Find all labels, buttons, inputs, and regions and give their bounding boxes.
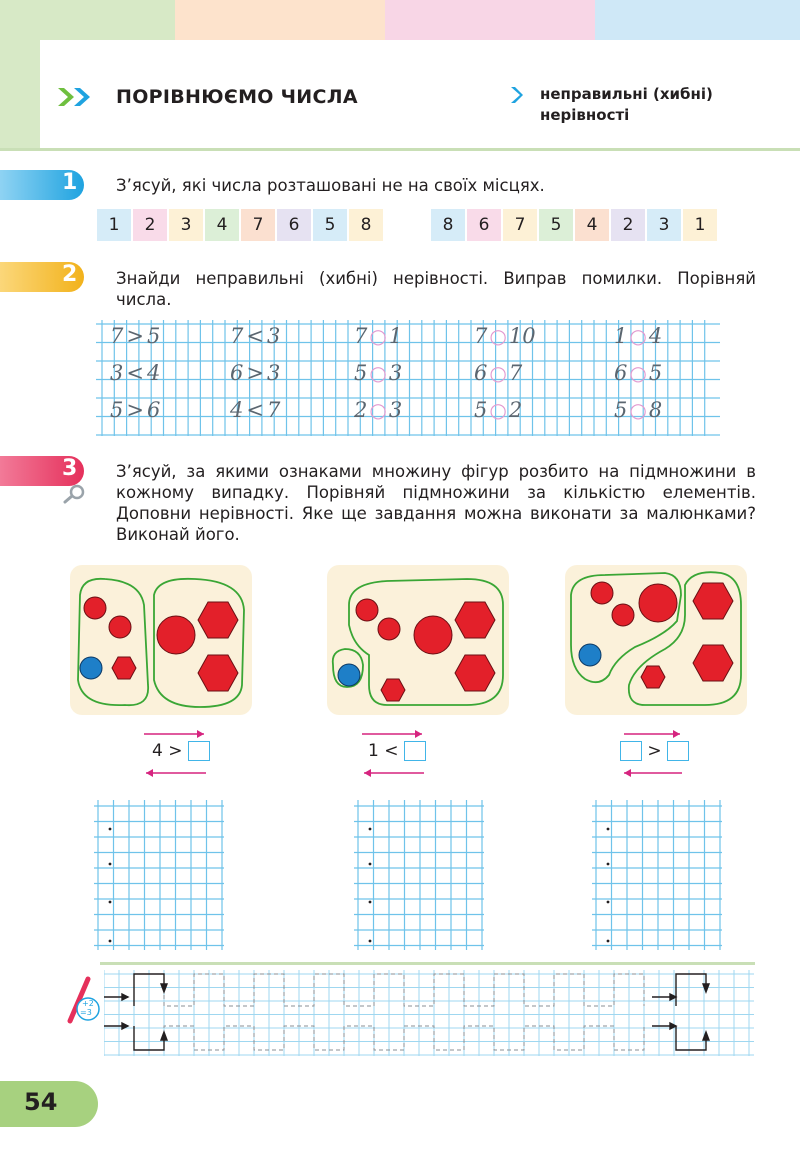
red-circle bbox=[84, 597, 106, 619]
number-cell: 6 bbox=[467, 209, 501, 241]
comparison-circle: ○ bbox=[489, 361, 507, 385]
red-circle bbox=[109, 616, 131, 638]
inequality-item bbox=[614, 398, 662, 422]
red-hexagon bbox=[455, 655, 495, 691]
red-circle bbox=[157, 616, 195, 654]
inequality-item bbox=[354, 361, 402, 385]
page-number: 54 bbox=[24, 1088, 58, 1116]
answer-grid-2[interactable] bbox=[354, 800, 484, 950]
number-row-b bbox=[431, 209, 719, 241]
number-cell: 3 bbox=[647, 209, 681, 241]
number-cell: 1 bbox=[97, 209, 131, 241]
inequality-3 bbox=[620, 741, 689, 761]
comparison-sign: < bbox=[246, 398, 264, 422]
number-cell: 7 bbox=[503, 209, 537, 241]
task-1-text: З’ясуй, які числа розташовані не на своїх місцях. bbox=[116, 176, 545, 195]
left-number: 6 bbox=[474, 361, 488, 385]
red-circle bbox=[414, 616, 452, 654]
red-hexagon bbox=[381, 679, 405, 701]
comparison-sign: < bbox=[126, 361, 144, 385]
red-hexagon bbox=[455, 602, 495, 638]
answer-box[interactable] bbox=[404, 741, 426, 761]
right-number: 4 bbox=[648, 324, 663, 348]
answer-box[interactable] bbox=[667, 741, 689, 761]
left-number: 7 bbox=[230, 324, 244, 348]
right-number: 10 bbox=[508, 324, 536, 348]
right-number: 8 bbox=[648, 398, 663, 422]
inequality-2-op: < bbox=[384, 741, 399, 761]
number-cell: 2 bbox=[133, 209, 167, 241]
number-cell: 6 bbox=[277, 209, 311, 241]
inequality-item bbox=[614, 324, 662, 348]
magnifier-icon bbox=[62, 484, 88, 508]
red-circle bbox=[591, 582, 613, 604]
page-title: ПОРІВНЮЄМО ЧИСЛА bbox=[116, 86, 358, 108]
number-cell: 8 bbox=[349, 209, 383, 241]
number-cell: 8 bbox=[431, 209, 465, 241]
right-number: 7 bbox=[266, 398, 281, 422]
inequality-item bbox=[614, 361, 662, 385]
answer-box[interactable] bbox=[188, 741, 210, 761]
svg-text:=3: =3 bbox=[80, 1008, 92, 1017]
red-hexagon bbox=[693, 645, 733, 681]
inequality-2 bbox=[368, 741, 426, 761]
inequality-3-op: > bbox=[647, 741, 662, 761]
left-number: 6 bbox=[614, 361, 628, 385]
task-2-number: 2 bbox=[62, 262, 78, 287]
header-rule bbox=[0, 148, 800, 151]
inequality-item bbox=[230, 398, 280, 422]
inequality-2-left: 1 bbox=[368, 741, 379, 761]
answer-grid-1[interactable] bbox=[94, 800, 224, 950]
answer-box[interactable] bbox=[620, 741, 642, 761]
number-cell: 7 bbox=[241, 209, 275, 241]
comparison-sign: < bbox=[246, 324, 264, 348]
right-number: 7 bbox=[508, 361, 523, 385]
left-number: 5 bbox=[110, 398, 124, 422]
number-cell: 4 bbox=[575, 209, 609, 241]
comparison-circle: ○ bbox=[489, 324, 507, 348]
right-number: 1 bbox=[388, 324, 403, 348]
red-circle bbox=[356, 599, 378, 621]
chevron-right-icon bbox=[509, 86, 523, 108]
set-picture-3 bbox=[565, 565, 747, 715]
right-number: 3 bbox=[266, 324, 281, 348]
answer-grid-3[interactable] bbox=[592, 800, 722, 950]
inequality-item bbox=[354, 324, 402, 348]
number-cell: 1 bbox=[683, 209, 717, 241]
writing-practice-grid[interactable] bbox=[104, 970, 754, 1060]
number-cell: 4 bbox=[205, 209, 239, 241]
inequality-item bbox=[230, 361, 280, 385]
comparison-sign: > bbox=[126, 398, 144, 422]
comparison-circle: ○ bbox=[369, 324, 387, 348]
number-cell: 2 bbox=[611, 209, 645, 241]
red-hexagon bbox=[693, 583, 733, 619]
comparison-circle: ○ bbox=[369, 398, 387, 422]
pencil-math-icon bbox=[64, 975, 100, 1031]
red-hexagon bbox=[198, 655, 238, 691]
right-number: 3 bbox=[266, 361, 281, 385]
red-circle bbox=[639, 584, 677, 622]
inequality-item bbox=[230, 324, 280, 348]
inequality-item bbox=[474, 398, 522, 422]
top-strip-blue bbox=[595, 0, 800, 40]
number-row-a bbox=[97, 209, 385, 241]
blue-circle bbox=[80, 657, 102, 679]
set-picture-1 bbox=[70, 565, 252, 715]
comparison-sign: > bbox=[126, 324, 144, 348]
number-cell: 5 bbox=[539, 209, 573, 241]
inequality-1-op: > bbox=[168, 741, 183, 761]
right-number: 5 bbox=[648, 361, 663, 385]
task-1-number: 1 bbox=[62, 170, 78, 195]
inequality-1 bbox=[152, 741, 210, 761]
svg-text:+2: +2 bbox=[82, 999, 94, 1008]
red-hexagon bbox=[198, 602, 238, 638]
left-margin-green bbox=[0, 40, 40, 150]
inequality-item bbox=[354, 398, 402, 422]
inequality-item bbox=[474, 324, 536, 348]
top-strip-pink bbox=[385, 0, 595, 40]
inequality-item bbox=[110, 398, 160, 422]
comparison-circle: ○ bbox=[629, 324, 647, 348]
right-number: 6 bbox=[146, 398, 161, 422]
red-hexagon bbox=[112, 657, 136, 679]
red-hexagon bbox=[641, 666, 665, 688]
left-number: 7 bbox=[110, 324, 124, 348]
number-cell: 5 bbox=[313, 209, 347, 241]
bottom-rule bbox=[100, 962, 755, 965]
top-strip-orange bbox=[175, 0, 385, 40]
comparison-circle: ○ bbox=[629, 361, 647, 385]
right-number: 3 bbox=[388, 398, 403, 422]
left-number: 5 bbox=[614, 398, 628, 422]
right-number: 5 bbox=[146, 324, 161, 348]
red-circle bbox=[378, 618, 400, 640]
left-number: 7 bbox=[354, 324, 368, 348]
set-picture-2 bbox=[327, 565, 509, 715]
double-chevron-icon bbox=[56, 86, 96, 112]
comparison-circle: ○ bbox=[489, 398, 507, 422]
comparison-sign: > bbox=[246, 361, 264, 385]
right-number: 2 bbox=[508, 398, 523, 422]
left-number: 2 bbox=[354, 398, 368, 422]
comparison-circle: ○ bbox=[629, 398, 647, 422]
left-number: 3 bbox=[110, 361, 124, 385]
inequality-item bbox=[474, 361, 522, 385]
inequality-1-left: 4 bbox=[152, 741, 163, 761]
red-circle bbox=[612, 604, 634, 626]
inequality-item bbox=[110, 361, 160, 385]
task-2-text: Знайди неправильні (хибні) нерівності. Виправ помилки. Порівняй числа. bbox=[116, 269, 756, 309]
right-number: 3 bbox=[388, 361, 403, 385]
blue-circle bbox=[579, 644, 601, 666]
top-strip-green bbox=[0, 0, 175, 40]
inequality-item bbox=[110, 324, 160, 348]
right-number: 4 bbox=[146, 361, 161, 385]
left-number: 6 bbox=[230, 361, 244, 385]
topic-label: неправильні (хибні) нерівності bbox=[540, 85, 713, 124]
left-number: 1 bbox=[614, 324, 628, 348]
number-cell: 3 bbox=[169, 209, 203, 241]
task-3-number: 3 bbox=[62, 456, 78, 481]
left-number: 4 bbox=[230, 398, 244, 422]
blue-circle bbox=[338, 664, 360, 686]
task-3-text: З’ясуй, за якими ознаками множину фігур розбито на підмножини в кожному випадку. Порівняй підмножини за кількістю елементів. Доповни нерівності. Яке ще завдання можна виконати за малюнками? Виконай його. bbox=[116, 462, 756, 544]
left-number: 5 bbox=[354, 361, 368, 385]
left-number: 7 bbox=[474, 324, 488, 348]
left-number: 5 bbox=[474, 398, 488, 422]
comparison-circle: ○ bbox=[369, 361, 387, 385]
